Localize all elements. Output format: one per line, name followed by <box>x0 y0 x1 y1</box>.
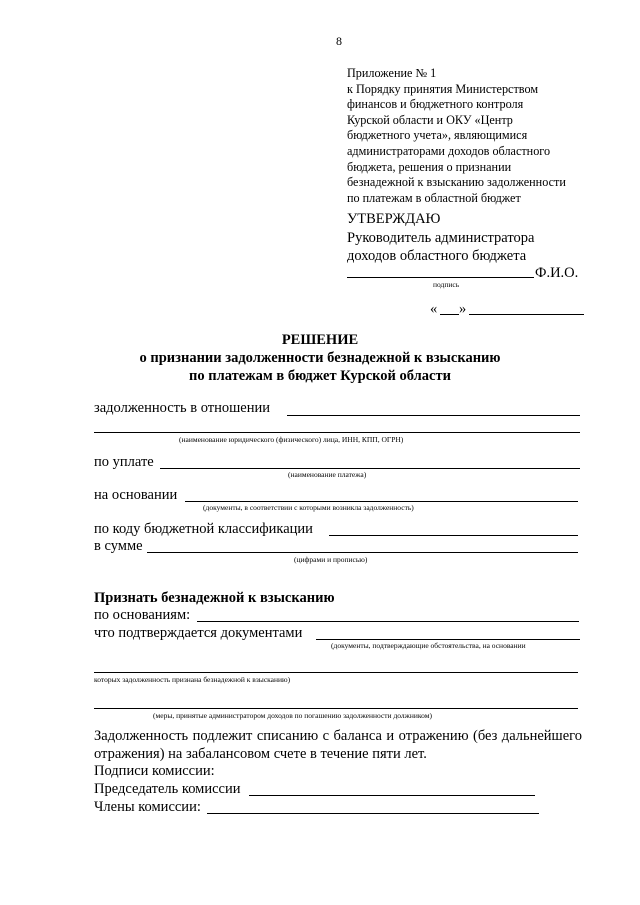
confirmed-field[interactable] <box>316 639 580 640</box>
payment-caption: (наименование платежа) <box>288 470 367 479</box>
grounds-label: по основаниям: <box>94 607 191 623</box>
payment-field[interactable] <box>160 468 580 469</box>
chairman-label: Председатель комиссии <box>94 781 241 797</box>
measures-field[interactable] <box>94 708 578 709</box>
debt-regarding-field-2[interactable] <box>94 432 580 433</box>
docs-caption-2: которых задолженность признана безнадежной к взысканию) <box>94 675 291 684</box>
appendix-line: к Порядку принятия Министерством <box>347 81 539 96</box>
appendix-line: Приложение № 1 <box>347 66 437 80</box>
grounds-field[interactable] <box>197 621 579 622</box>
appendix-line: финансов и бюджетного контроля <box>347 97 524 112</box>
date-day-field[interactable] <box>440 314 459 315</box>
appendix-line: по платежам в областной бюджет <box>347 190 521 205</box>
appendix-line: бюджета, решения о признании <box>347 159 512 174</box>
decision-subtitle-2: по платежам в бюджет Курской области <box>189 368 451 384</box>
debt-regarding-label: задолженность в отношении <box>94 400 270 416</box>
basis-field[interactable] <box>185 501 578 502</box>
approval-heading: УТВЕРЖДАЮ <box>347 211 441 227</box>
amount-label: в сумме <box>94 538 143 554</box>
writeoff-paragraph: Задолженность подлежит списанию с баланса и отражению (без дальнейшего отражения) на забалансовом счете в течение пяти лет. <box>94 728 582 762</box>
appendix-line: администраторами доходов областного <box>347 143 551 158</box>
recognize-heading: Признать безнадежной к взысканию <box>94 590 335 606</box>
members-signature-field[interactable] <box>207 813 539 814</box>
appendix-line: бюджетного учета», являющимися <box>347 128 528 143</box>
signature-line[interactable] <box>347 277 534 278</box>
chairman-signature-field[interactable] <box>249 795 535 796</box>
debt-regarding-field[interactable] <box>287 415 580 416</box>
docs-caption-1: (документы, подтверждающие обстоятельства, на основании <box>331 641 526 650</box>
basis-label: на основании <box>94 487 178 503</box>
measures-caption: (меры, принятые администратором доходов по погашению задолженности должником) <box>153 711 432 720</box>
approval-line2: доходов областного бюджета <box>347 248 527 264</box>
confirmed-label: что подтверждается документами <box>94 625 303 641</box>
decision-title: РЕШЕНИЕ <box>281 332 359 348</box>
docs-field-2[interactable] <box>94 672 578 673</box>
signatures-label: Подписи комиссии: <box>94 763 215 779</box>
page-number: 8 <box>336 34 342 48</box>
appendix-line: Курской области и ОКУ «Центр <box>347 112 513 127</box>
payment-label: по уплате <box>94 454 154 470</box>
appendix-line: безнадежной к взысканию задолженности <box>347 175 566 190</box>
amount-caption: (цифрами и прописью) <box>294 555 368 564</box>
date-quote-close: » <box>459 301 467 317</box>
budget-code-label: по коду бюджетной классификации <box>94 521 313 537</box>
budget-code-field[interactable] <box>329 535 578 536</box>
signature-caption: подпись <box>433 280 460 289</box>
approval-fio: Ф.И.О. <box>535 265 579 281</box>
approval-line1: Руководитель администратора <box>347 230 535 246</box>
decision-subtitle-1: о признании задолженности безнадежной к взысканию <box>139 350 501 366</box>
amount-field[interactable] <box>147 552 578 553</box>
date-month-year-field[interactable] <box>469 314 584 315</box>
members-label: Члены комиссии: <box>94 799 201 815</box>
date-quote-open: « <box>430 301 438 317</box>
basis-caption: (документы, в соответствии с которыми возникла задолженность) <box>203 503 414 512</box>
appendix-block <box>347 66 566 206</box>
debt-regarding-caption: (наименование юридического (физического) лица, ИНН, КПП, ОГРН) <box>179 435 404 444</box>
